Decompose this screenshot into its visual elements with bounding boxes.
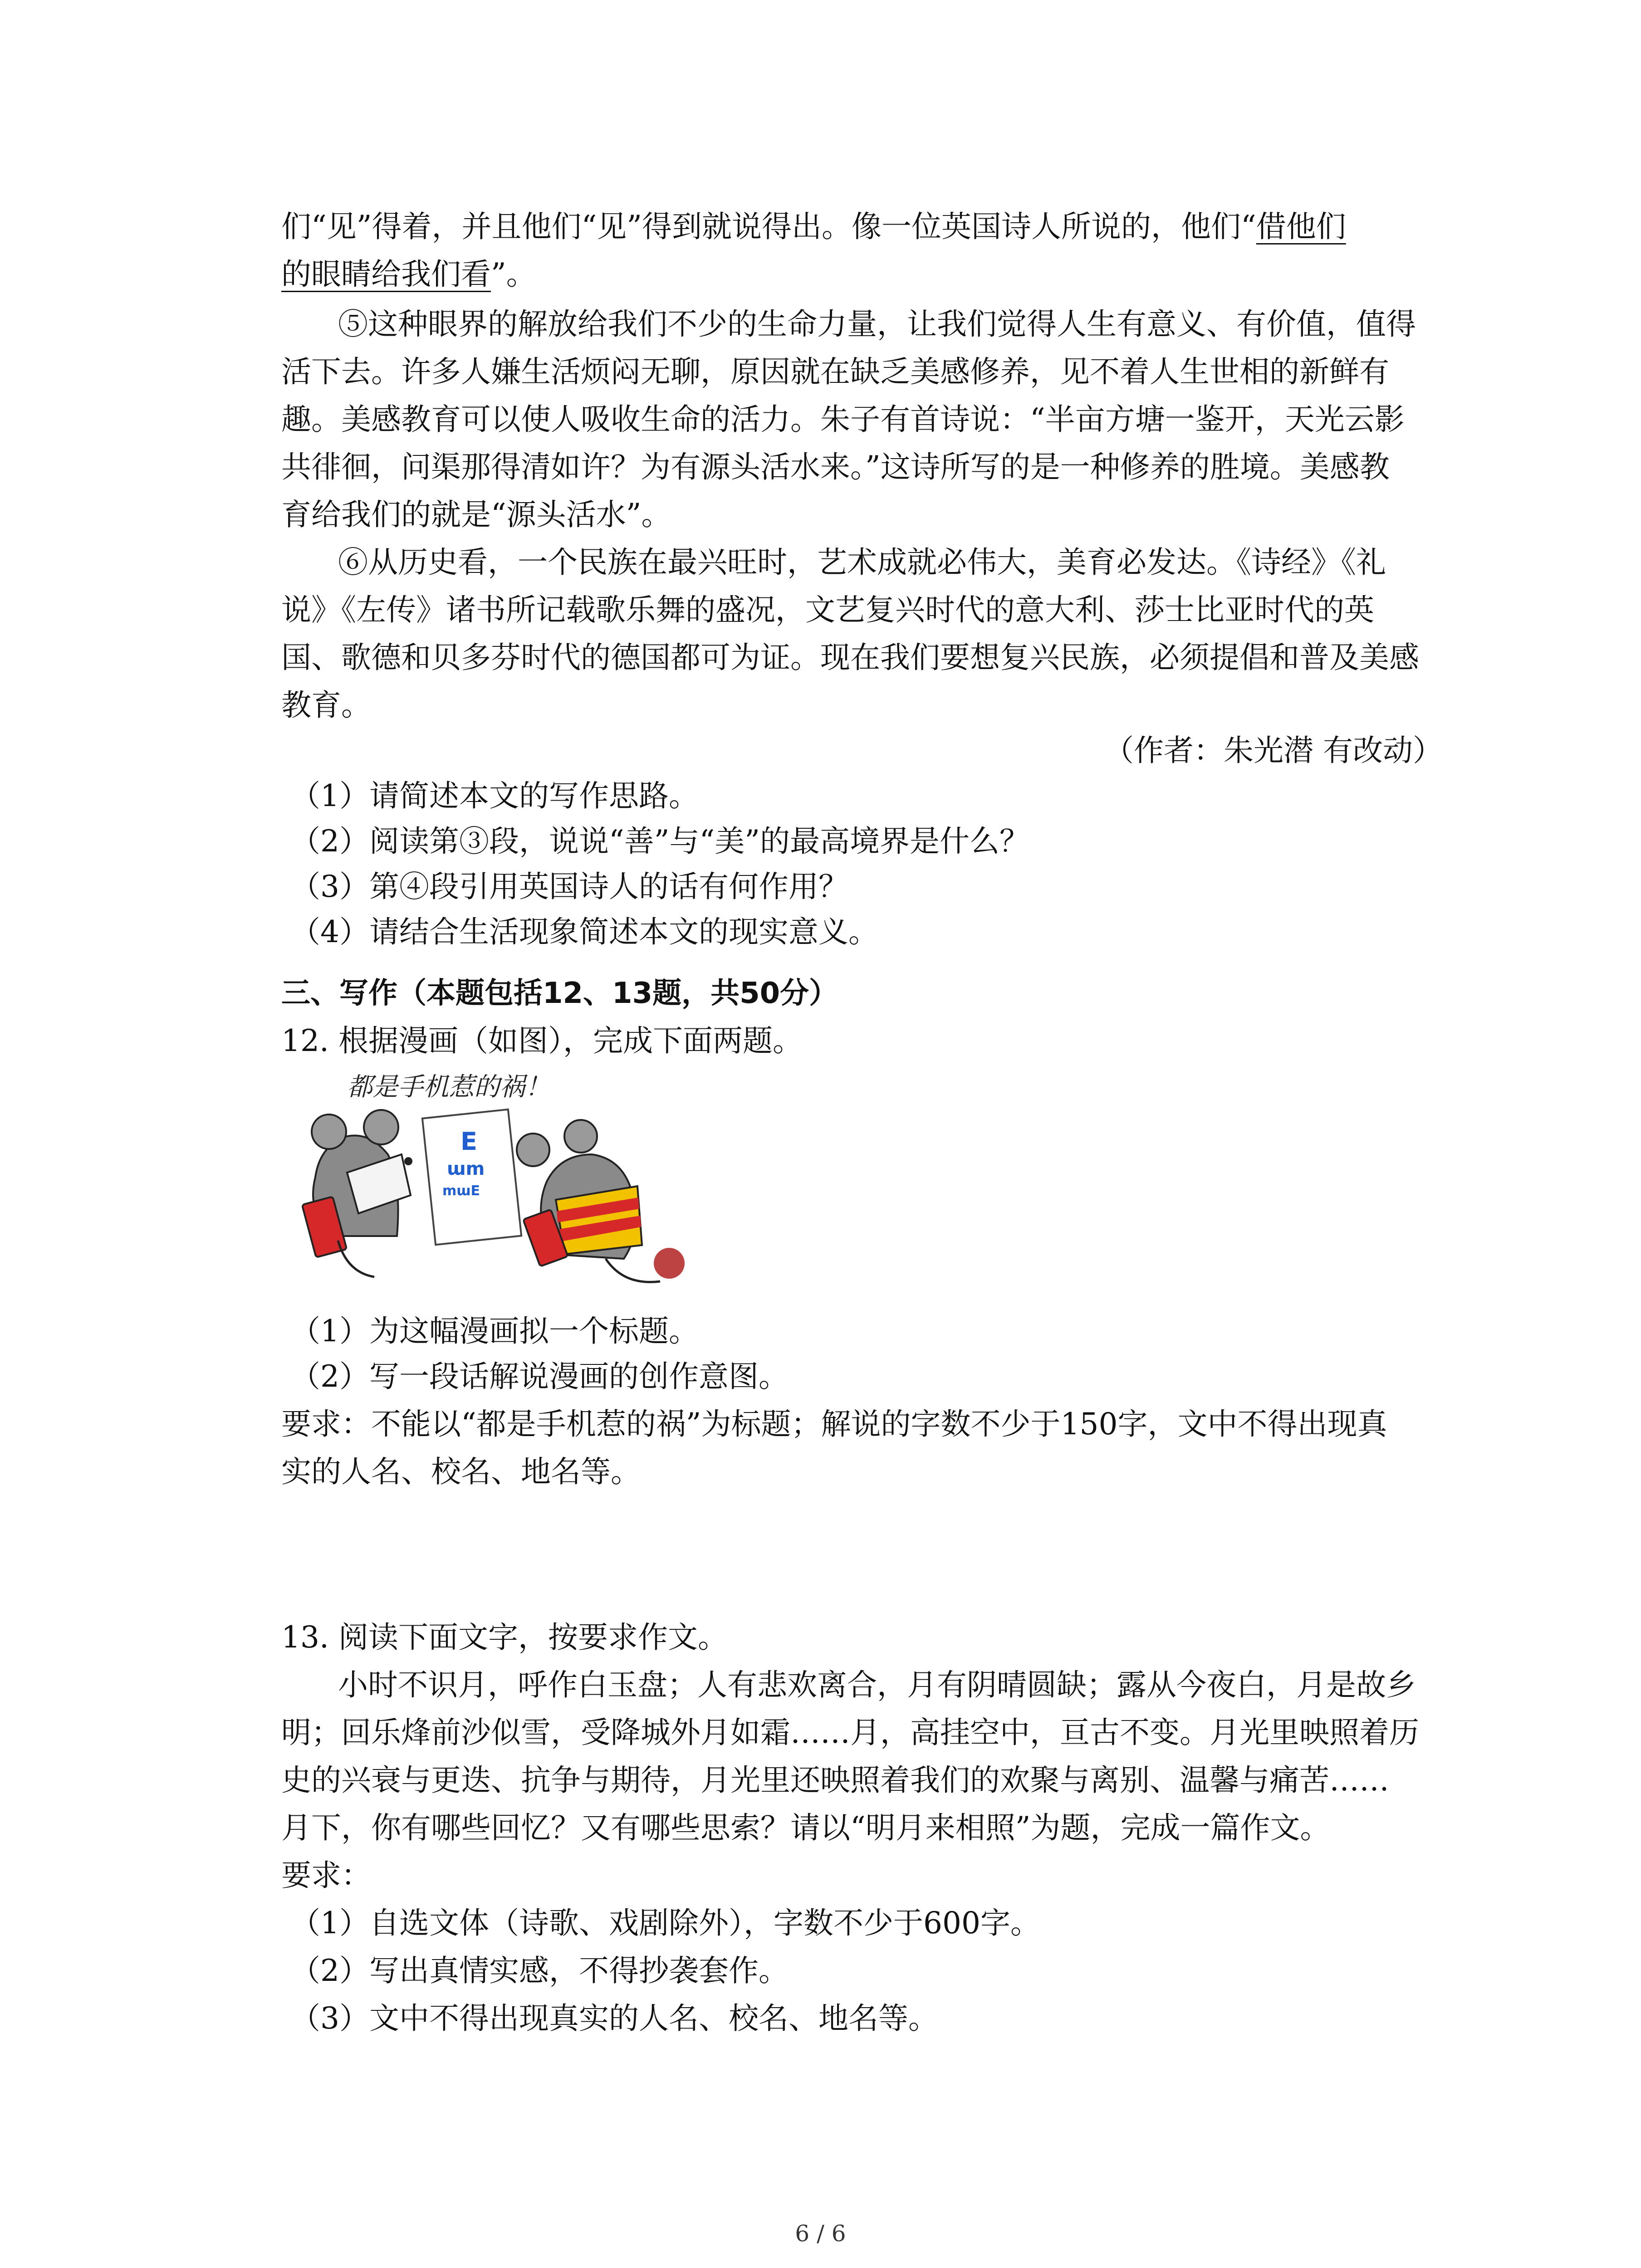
q13-stem: 13. 阅读下面文字，按要求作文。 bbox=[281, 1620, 728, 1655]
q13-req-label: 要求： bbox=[281, 1858, 371, 1893]
underlined-quote-part1: 借他们 bbox=[1256, 209, 1346, 244]
para6-line: ⑥从历史看，一个民族在最兴旺时，艺术成就必伟大，美育必发达。《诗经》《礼 bbox=[338, 545, 1386, 580]
para5-line: 活下去。许多人嫌生活烦闷无聊，原因就在缺乏美感修养，见不着人生世相的新鲜有 bbox=[281, 354, 1389, 389]
q12-requirement: 实的人名、校名、地名等。 bbox=[281, 1454, 641, 1489]
para5-line: 共徘徊，问渠那得清如许？为有源头活水来。”这诗所写的是一种修养的胜境。美感教 bbox=[281, 450, 1390, 484]
q12-requirement: 要求：不能以“都是手机惹的祸”为标题；解说的字数不少于150字，文中不得出现真 bbox=[281, 1407, 1387, 1442]
para4-text: 们“见”得着，并且他们“见”得到就说得出。像一位英国诗人所说的，他们“ bbox=[281, 209, 1256, 244]
para6-line: 说》《左传》诸书所记载歌乐舞的盛况，文艺复兴时代的意大利、莎士比亚时代的英 bbox=[281, 592, 1374, 627]
rat-doctor bbox=[302, 1110, 412, 1277]
reading-question: （3）第④段引用英国诗人的话有何作用？ bbox=[290, 869, 848, 904]
para4-text-end: ”。 bbox=[491, 257, 536, 292]
chart-letter: E bbox=[460, 1127, 477, 1156]
reading-question: （4）请结合生活现象简述本文的现实意义。 bbox=[290, 914, 878, 949]
q13-passage-line: 明；回乐烽前沙似雪，受降城外月如霜……月，高挂空中，亘古不变。月光里映照着历 bbox=[281, 1715, 1419, 1750]
para5-line: 育给我们的就是“源头活水”。 bbox=[281, 497, 671, 532]
q12-item: （1）为这幅漫画拟一个标题。 bbox=[290, 1314, 699, 1349]
chart-letter: mɯE bbox=[442, 1183, 480, 1199]
author-credit: （作者：朱光潜 有改动） bbox=[1104, 733, 1443, 768]
cartoon-caption: 都是手机惹的祸！ bbox=[347, 1072, 550, 1102]
seal-stamp bbox=[654, 1248, 685, 1279]
para4-line2 bbox=[281, 252, 1443, 297]
q13-passage-line: 小时不识月，呼作白玉盘；人有悲欢离合，月有阴晴圆缺；露从今夜白，月是故乡 bbox=[338, 1667, 1416, 1702]
eye-chart bbox=[422, 1110, 521, 1245]
q13-passage-line: 月下，你有哪些回忆？又有哪些思索？请以“明月来相照”为题，完成一篇作文。 bbox=[281, 1810, 1330, 1845]
q12-stem: 12. 根据漫画（如图），完成下面两题。 bbox=[281, 1023, 803, 1058]
para5-line: ⑤这种眼界的解放给我们不少的生命力量，让我们觉得人生有意义、有价值，值得 bbox=[338, 307, 1416, 342]
q12-item: （2）写一段话解说漫画的创作意图。 bbox=[290, 1359, 789, 1394]
para4-line1 bbox=[281, 204, 1443, 249]
reading-question: （1）请简述本文的写作思路。 bbox=[290, 778, 699, 813]
cartoon-image bbox=[279, 1064, 701, 1300]
q13-passage-line: 史的兴衰与更迭、抗争与期待，月光里还映照着我们的欢聚与离别、温馨与痛苦…… bbox=[281, 1763, 1389, 1798]
section-title: 三、写作（本题包括12、13题，共50分） bbox=[281, 977, 838, 1010]
para6-line: 教育。 bbox=[281, 688, 371, 723]
para5-line: 趣。美感教育可以使人吸收生命的活力。朱子有首诗说：“半亩方塘一鉴开，天光云影 bbox=[281, 402, 1405, 437]
q13-requirement: （3）文中不得出现真实的人名、校名、地名等。 bbox=[290, 2001, 938, 2036]
q13-requirement: （2）写出真情实感，不得抄袭套作。 bbox=[290, 1953, 789, 1988]
underlined-quote-part2: 的眼睛给我们看 bbox=[281, 257, 491, 292]
para6-line: 国、歌德和贝多芬时代的德国都可为证。现在我们要想复兴民族，必须提倡和普及美感 bbox=[281, 640, 1419, 675]
page-number: 6 / 6 bbox=[795, 2220, 846, 2247]
chart-letter: ɯm bbox=[447, 1158, 485, 1179]
q13-requirement: （1）自选文体（诗歌、戏剧除外），字数不少于600字。 bbox=[290, 1906, 1040, 1941]
reading-question: （2）阅读第③段，说说“善”与“美”的最高境界是什么？ bbox=[290, 824, 1029, 859]
rat-patient bbox=[517, 1120, 660, 1282]
